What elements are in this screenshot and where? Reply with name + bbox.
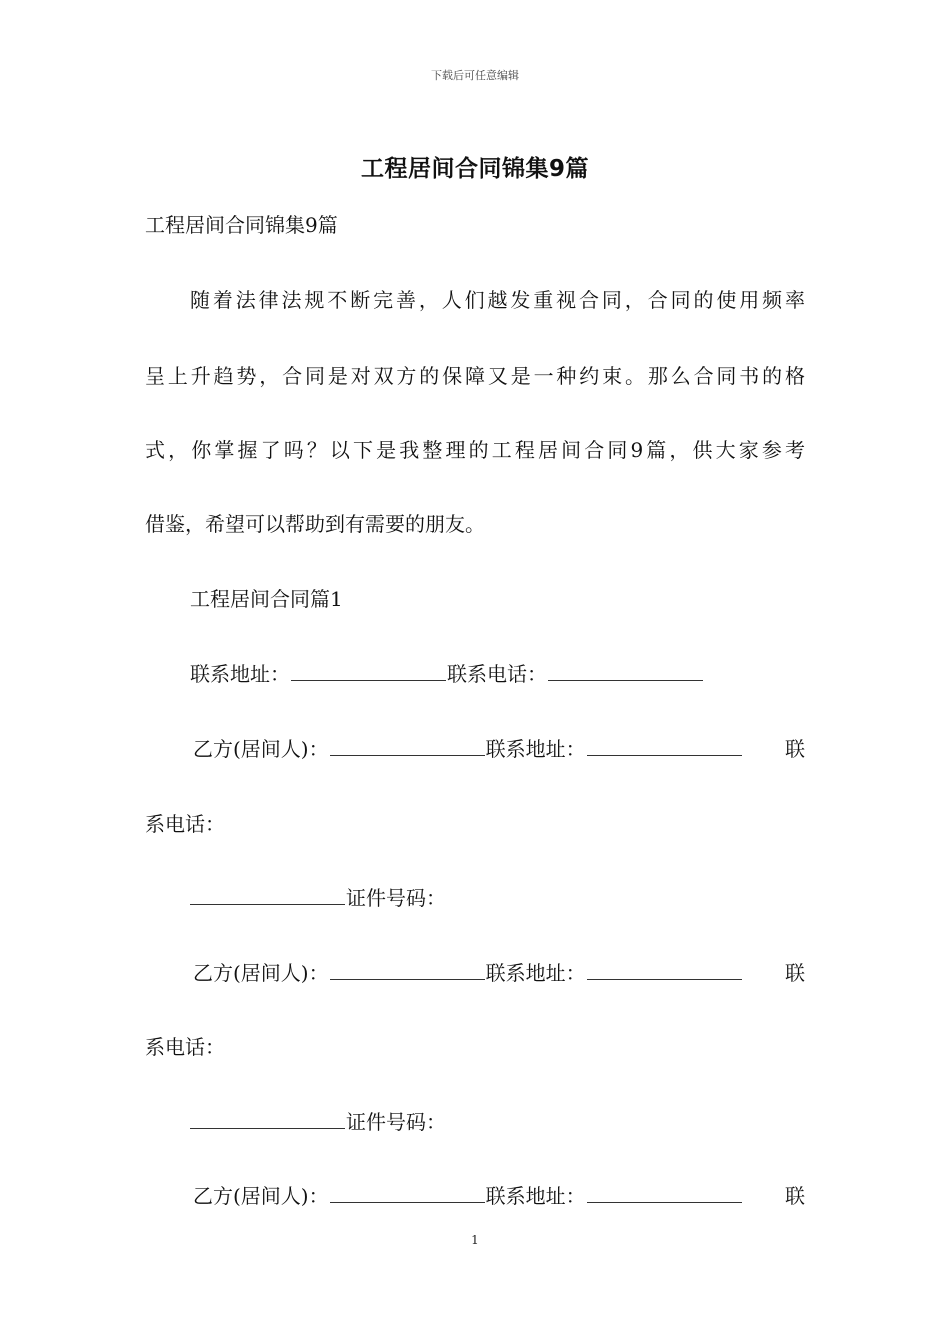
party-a-contact-row bbox=[190, 660, 850, 688]
id-number-label: 证件号码： bbox=[346, 886, 446, 910]
party-b-blank bbox=[330, 959, 485, 980]
lian-char: 联 bbox=[785, 1184, 805, 1208]
contact-phone-label: 联系电话： bbox=[447, 662, 547, 686]
page-number: 1 bbox=[471, 1233, 479, 1247]
contact-address-label: 联系地址： bbox=[190, 662, 290, 686]
contact-phone-blank bbox=[548, 660, 703, 681]
contact-address-blank bbox=[587, 1182, 742, 1203]
lian-char: 联 bbox=[785, 961, 805, 985]
id-number-row-2 bbox=[190, 1108, 850, 1136]
subtitle: 工程居间合同锦集9篇 bbox=[145, 213, 338, 237]
intro-line-3: 式，你掌握了吗？以下是我整理的工程居间合同9篇，供大家参考 bbox=[145, 438, 805, 462]
contact-address-label: 联系地址： bbox=[485, 1184, 586, 1208]
party-b-label: 乙方(居间人)： bbox=[193, 961, 329, 985]
party-b-row-3 bbox=[193, 1182, 805, 1210]
party-b-row-2 bbox=[193, 959, 805, 987]
contact-address-label: 联系地址： bbox=[485, 737, 586, 761]
intro-line-4: 借鉴，希望可以帮助到有需要的朋友。 bbox=[145, 512, 485, 536]
party-b-label: 乙方(居间人)： bbox=[193, 737, 329, 761]
phone-blank bbox=[190, 1108, 345, 1129]
party-b-blank bbox=[330, 735, 485, 756]
lian-char: 联 bbox=[785, 737, 805, 761]
header-note: 下载后可任意编辑 bbox=[431, 69, 519, 82]
party-b-label: 乙方(居间人)： bbox=[193, 1184, 329, 1208]
party-b-row-1 bbox=[193, 735, 805, 763]
id-number-label: 证件号码： bbox=[346, 1110, 446, 1134]
phone-blank bbox=[190, 884, 345, 905]
intro-line-1: 随着法律法规不断完善，人们越发重视合同，合同的使用频率 bbox=[190, 288, 805, 312]
contact-phone-continuation: 系电话： bbox=[145, 1035, 225, 1059]
intro-line-2: 呈上升趋势，合同是对双方的保障又是一种约束。那么合同书的格 bbox=[145, 364, 805, 388]
contact-address-label: 联系地址： bbox=[485, 961, 586, 985]
contact-phone-continuation: 系电话： bbox=[145, 812, 225, 836]
document-title: 工程居间合同锦集9篇 bbox=[360, 156, 589, 182]
id-number-row-1 bbox=[190, 884, 850, 912]
party-b-blank bbox=[330, 1182, 485, 1203]
section-heading: 工程居间合同篇1 bbox=[190, 587, 343, 611]
contact-address-blank bbox=[587, 959, 742, 980]
contact-address-blank bbox=[291, 660, 446, 681]
contact-address-blank bbox=[587, 735, 742, 756]
